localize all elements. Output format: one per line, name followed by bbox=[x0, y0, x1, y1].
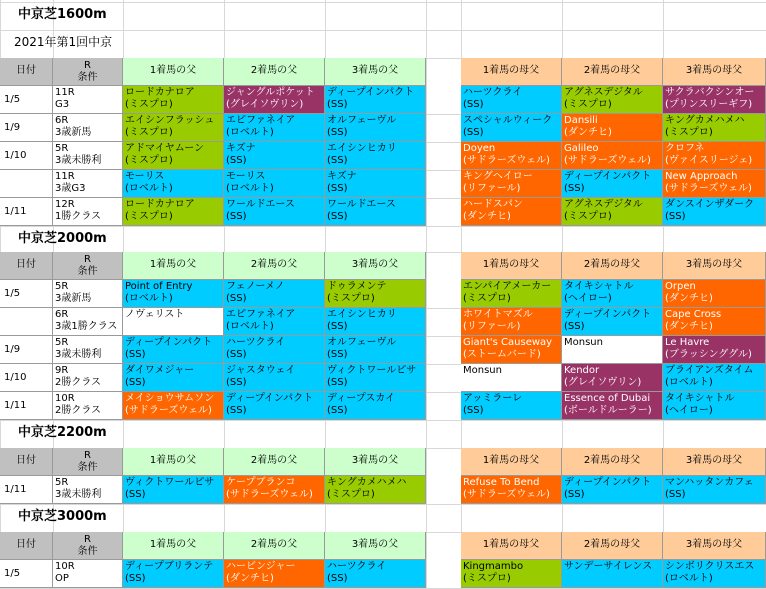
header-dam-sire: 3着馬の母父 bbox=[663, 252, 766, 280]
row-date: 1/9 bbox=[0, 114, 53, 142]
row-race: 11R 3歳G3 bbox=[53, 170, 123, 198]
row-race: 5R 3歳未勝利 bbox=[53, 142, 123, 170]
header-date: 日付 bbox=[0, 252, 53, 280]
header-dam-sire: 3着馬の母父 bbox=[663, 532, 766, 560]
dam-sire-cell: アグネスデジタル (ミスプロ) bbox=[562, 86, 663, 114]
dam-sire-cell: Monsun bbox=[461, 364, 562, 392]
sire-cell: ヴィクトワールピサ (SS) bbox=[123, 476, 224, 504]
row-date: 1/5 bbox=[0, 86, 53, 114]
dam-sire-cell: ダンスインザダーク (SS) bbox=[663, 198, 766, 226]
dam-sire-cell: Cape Cross (ダンチヒ) bbox=[663, 308, 766, 336]
dam-sire-cell: ディープインパクト (SS) bbox=[562, 308, 663, 336]
sire-cell: メイショウサムソン (サドラーズウェル) bbox=[123, 392, 224, 420]
row-date: 1/5 bbox=[0, 560, 53, 588]
dam-sire-cell: サクラバクシンオー (プリンスリーギフ) bbox=[663, 86, 766, 114]
sire-cell: Point of Entry (ロベルト) bbox=[123, 280, 224, 308]
dam-sire-cell: キングヘイロー (リファール) bbox=[461, 170, 562, 198]
header-sire: 2着馬の父 bbox=[224, 532, 325, 560]
sire-cell: ディープインパクト (SS) bbox=[325, 86, 426, 114]
row-date: 1/10 bbox=[0, 142, 53, 170]
row-race: 10R 2勝クラス bbox=[53, 392, 123, 420]
row-race: 6R 3歳新馬 bbox=[53, 114, 123, 142]
row-date bbox=[0, 170, 53, 198]
sire-cell: キングカメハメハ (ミスプロ) bbox=[325, 476, 426, 504]
row-date: 1/11 bbox=[0, 392, 53, 420]
section-subtitle: 2021年第1回中京 bbox=[14, 35, 113, 49]
header-dam-sire: 2着馬の母父 bbox=[562, 252, 663, 280]
header-sire: 2着馬の父 bbox=[224, 448, 325, 476]
header-date: 日付 bbox=[0, 448, 53, 476]
dam-sire-cell: タイキシャトル (ヘイロー) bbox=[562, 280, 663, 308]
header-sire: 1着馬の父 bbox=[123, 58, 224, 86]
row-race: 10R OP bbox=[53, 560, 123, 588]
sire-cell: ケープブランコ (サドラーズウェル) bbox=[224, 476, 325, 504]
dam-sire-cell: スペシャルウィーク (SS) bbox=[461, 114, 562, 142]
section-title: 中京芝2000m bbox=[18, 231, 107, 246]
sire-cell: ノヴェリスト bbox=[123, 308, 224, 336]
sire-cell: ロードカナロア (ミスプロ) bbox=[123, 198, 224, 226]
row-date: 1/5 bbox=[0, 280, 53, 308]
row-race: 5R 3歳未勝利 bbox=[53, 476, 123, 504]
sire-cell: ジャスタウェイ (SS) bbox=[224, 364, 325, 392]
header-sire: 2着馬の父 bbox=[224, 58, 325, 86]
dam-sire-cell: シンボリクリスエス (ロベルト) bbox=[663, 560, 766, 588]
row-date: 1/11 bbox=[0, 476, 53, 504]
header-dam-sire: 1着馬の母父 bbox=[461, 252, 562, 280]
header-dam-sire: 3着馬の母父 bbox=[663, 448, 766, 476]
header-dam-sire: 2着馬の母父 bbox=[562, 532, 663, 560]
sire-cell: ディープインパクト (SS) bbox=[224, 392, 325, 420]
header-sire: 3着馬の父 bbox=[325, 252, 426, 280]
section-title: 中京芝3000m bbox=[18, 509, 107, 524]
sire-cell: エピファネイア (ロベルト) bbox=[224, 308, 325, 336]
sire-cell: エイシンヒカリ (SS) bbox=[325, 308, 426, 336]
dam-sire-cell: Le Havre (ブラッシンググル) bbox=[663, 336, 766, 364]
row-race: 5R 3歳新馬 bbox=[53, 280, 123, 308]
sire-cell: ハーツクライ (SS) bbox=[224, 336, 325, 364]
header-sire: 3着馬の父 bbox=[325, 58, 426, 86]
dam-sire-cell: アグネスデジタル (ミスプロ) bbox=[562, 198, 663, 226]
dam-sire-cell: Galileo (サドラーズウェル) bbox=[562, 142, 663, 170]
sire-cell: ヴィクトワールピサ (SS) bbox=[325, 364, 426, 392]
header-sire: 3着馬の父 bbox=[325, 448, 426, 476]
dam-sire-cell: Kendor (グレイソヴリン) bbox=[562, 364, 663, 392]
row-date: 1/9 bbox=[0, 336, 53, 364]
header-dam-sire: 1着馬の母父 bbox=[461, 532, 562, 560]
row-race: 5R 3歳未勝利 bbox=[53, 336, 123, 364]
header-race: R 条件 bbox=[53, 532, 123, 560]
sire-cell: アドマイヤムーン (ミスプロ) bbox=[123, 142, 224, 170]
dam-sire-cell: ハーツクライ (SS) bbox=[461, 86, 562, 114]
row-date: 1/10 bbox=[0, 364, 53, 392]
header-dam-sire: 2着馬の母父 bbox=[562, 58, 663, 86]
section-title: 中京芝1600m bbox=[18, 7, 107, 22]
row-date: 1/11 bbox=[0, 198, 53, 226]
header-race: R 条件 bbox=[53, 448, 123, 476]
sire-cell: フェノーメノ (SS) bbox=[224, 280, 325, 308]
sire-cell: ワールドエース (SS) bbox=[325, 198, 426, 226]
sire-cell: モーリス (ロベルト) bbox=[123, 170, 224, 198]
sire-cell: エピファネイア (ロベルト) bbox=[224, 114, 325, 142]
sire-cell: ハーツクライ (SS) bbox=[325, 560, 426, 588]
dam-sire-cell: ディープインパクト (SS) bbox=[562, 476, 663, 504]
section-title: 中京芝2200m bbox=[18, 425, 107, 440]
header-dam-sire: 3着馬の母父 bbox=[663, 58, 766, 86]
sire-cell: キズナ (SS) bbox=[325, 170, 426, 198]
header-sire: 1着馬の父 bbox=[123, 532, 224, 560]
row-race: 12R 1勝クラス bbox=[53, 198, 123, 226]
sire-cell: ハービンジャー (ダンチヒ) bbox=[224, 560, 325, 588]
header-race: R 条件 bbox=[53, 58, 123, 86]
dam-sire-cell: Giant's Causeway (ストームバード) bbox=[461, 336, 562, 364]
dam-sire-cell: Refuse To Bend (サドラーズウェル) bbox=[461, 476, 562, 504]
sire-cell: オルフェーヴル (SS) bbox=[325, 114, 426, 142]
dam-sire-cell: Essence of Dubai (ボールドルーラー) bbox=[562, 392, 663, 420]
dam-sire-cell: エンパイアメーカー (ミスプロ) bbox=[461, 280, 562, 308]
sire-cell: ワールドエース (SS) bbox=[224, 198, 325, 226]
dam-sire-cell: Dansili (ダンチヒ) bbox=[562, 114, 663, 142]
header-dam-sire: 2着馬の母父 bbox=[562, 448, 663, 476]
sire-cell: モーリス (ロベルト) bbox=[224, 170, 325, 198]
dam-sire-cell: キングカメハメハ (ミスプロ) bbox=[663, 114, 766, 142]
header-date: 日付 bbox=[0, 58, 53, 86]
header-sire: 1着馬の父 bbox=[123, 252, 224, 280]
dam-sire-cell: ハードスパン (ダンチヒ) bbox=[461, 198, 562, 226]
row-date bbox=[0, 308, 53, 336]
sire-cell: キズナ (SS) bbox=[224, 142, 325, 170]
sire-cell: オルフェーヴル (SS) bbox=[325, 336, 426, 364]
header-sire: 3着馬の父 bbox=[325, 532, 426, 560]
dam-sire-cell: ブライアンズタイム (ロベルト) bbox=[663, 364, 766, 392]
sire-cell: ダイワメジャー (SS) bbox=[123, 364, 224, 392]
header-race: R 条件 bbox=[53, 252, 123, 280]
dam-sire-cell: ディープインパクト (SS) bbox=[562, 170, 663, 198]
dam-sire-cell: Kingmambo (ミスプロ) bbox=[461, 560, 562, 588]
grid-line bbox=[426, 0, 427, 589]
row-race: 9R 2勝クラス bbox=[53, 364, 123, 392]
sire-cell: エイシンフラッシュ (ミスプロ) bbox=[123, 114, 224, 142]
sire-cell: ディープスカイ (SS) bbox=[325, 392, 426, 420]
header-sire: 2着馬の父 bbox=[224, 252, 325, 280]
dam-sire-cell: Doyen (サドラーズウェル) bbox=[461, 142, 562, 170]
dam-sire-cell: New Approach (サドラーズウェル) bbox=[663, 170, 766, 198]
sire-cell: エイシンヒカリ (SS) bbox=[325, 142, 426, 170]
row-race: 6R 3歳1勝クラス bbox=[53, 308, 123, 336]
header-dam-sire: 1着馬の母父 bbox=[461, 58, 562, 86]
dam-sire-cell: クロフネ (ヴァイスリージェ) bbox=[663, 142, 766, 170]
sire-cell: ドゥラメンテ (ミスプロ) bbox=[325, 280, 426, 308]
sire-cell: ディープインパクト (SS) bbox=[123, 336, 224, 364]
dam-sire-cell: Monsun bbox=[562, 336, 663, 364]
dam-sire-cell: マンハッタンカフェ (SS) bbox=[663, 476, 766, 504]
header-dam-sire: 1着馬の母父 bbox=[461, 448, 562, 476]
dam-sire-cell: アッミラーレ (SS) bbox=[461, 392, 562, 420]
dam-sire-cell: Orpen (ダンチヒ) bbox=[663, 280, 766, 308]
dam-sire-cell: ホワイトマズル (リファール) bbox=[461, 308, 562, 336]
row-race: 11R G3 bbox=[53, 86, 123, 114]
dam-sire-cell: サンデーサイレンス bbox=[562, 560, 663, 588]
header-sire: 1着馬の父 bbox=[123, 448, 224, 476]
sire-cell: ディープブリランテ (SS) bbox=[123, 560, 224, 588]
sire-cell: ロードカナロア (ミスプロ) bbox=[123, 86, 224, 114]
header-date: 日付 bbox=[0, 532, 53, 560]
dam-sire-cell: タイキシャトル (ヘイロー) bbox=[663, 392, 766, 420]
sire-cell: ジャングルポケット (グレイソヴリン) bbox=[224, 86, 325, 114]
